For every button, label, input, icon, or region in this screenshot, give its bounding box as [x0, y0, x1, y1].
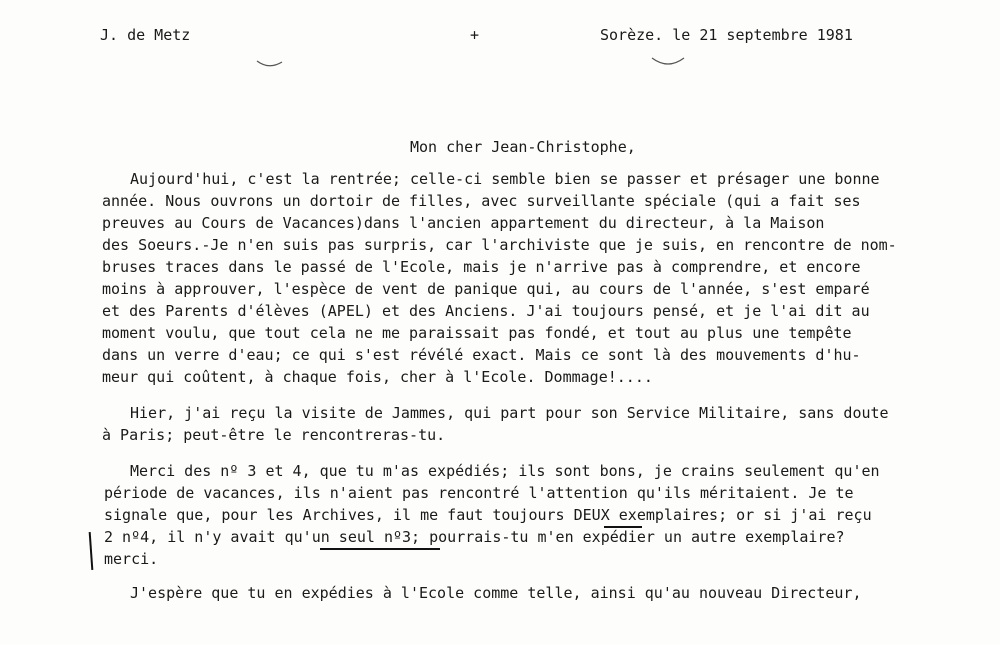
paragraph-line: Hier, j'ai reçu la visite de Jammes, qui part pour son Service Militaire, sans doute: [130, 404, 889, 422]
paragraph-line: des Soeurs.-Je n'en suis pas surpris, car l'archiviste que je suis, en rencontre de nom-: [102, 236, 897, 254]
paragraph-line: période de vacances, ils n'aient pas rencontré l'attention qu'ils méritaient. Je te: [104, 484, 854, 502]
margin-vertical-mark: [89, 532, 94, 570]
paragraph-line: moins à approuver, l'espèce de vent de panique qui, au cours de l'année, s'est emparé: [102, 280, 870, 298]
hand-mark-right: [650, 54, 686, 70]
paragraph-line: Merci des nº 3 et 4, que tu m'as expédiés; ils sont bons, je crains seulement qu'en: [130, 462, 880, 480]
underline-mark: [604, 526, 642, 528]
underline-mark: [320, 548, 440, 550]
paragraph-line: à Paris; peut-être le rencontreras-tu.: [102, 426, 446, 444]
paragraph-line: année. Nous ouvrons un dortoir de filles, avec surveillante spéciale (qui a fait ses: [102, 192, 861, 210]
paragraph-line: J'espère que tu en expédies à l'Ecole comme telle, ainsi qu'au nouveau Directeur,: [130, 584, 862, 602]
paragraph-line: dans un verre d'eau; ce qui s'est révélé exact. Mais ce sont là des mouvements d'hu-: [102, 346, 861, 364]
paragraph-line: merci.: [104, 550, 159, 568]
paragraph-line: 2 nº4, il n'y avait qu'un seul nº3; pourrais-tu m'en expédier un autre exemplaire?: [104, 528, 845, 546]
paragraph-line: meur qui coûtent, à chaque fois, cher à l'Ecole. Dommage!....: [102, 368, 653, 386]
paragraph-line: signale que, pour les Archives, il me faut toujours DEUX exemplaires; or si j'ai reçu: [104, 506, 872, 524]
paragraph-line: preuves au Cours de Vacances)dans l'ancien appartement du directeur, à la Maison: [102, 214, 825, 232]
paragraph-line: moment voulu, que tout cela ne me paraissait pas fondé, et tout au plus une tempête: [102, 324, 852, 342]
paragraph-line: et des Parents d'élèves (APEL) et des Anciens. J'ai toujours pensé, et je l'ai dit au: [102, 302, 870, 320]
sender-name: J. de Metz: [100, 26, 191, 44]
paragraph-line: bruses traces dans le passé de l'Ecole, mais je n'arrive pas à comprendre, et encore: [102, 258, 861, 276]
salutation: Mon cher Jean-Christophe,: [410, 138, 636, 156]
hand-mark-left: [255, 58, 285, 70]
cross-symbol: +: [470, 26, 480, 44]
place-date: Sorèze. le 21 septembre 1981: [600, 26, 853, 44]
paragraph-line: Aujourd'hui, c'est la rentrée; celle-ci semble bien se passer et présager une bonne: [130, 170, 880, 188]
